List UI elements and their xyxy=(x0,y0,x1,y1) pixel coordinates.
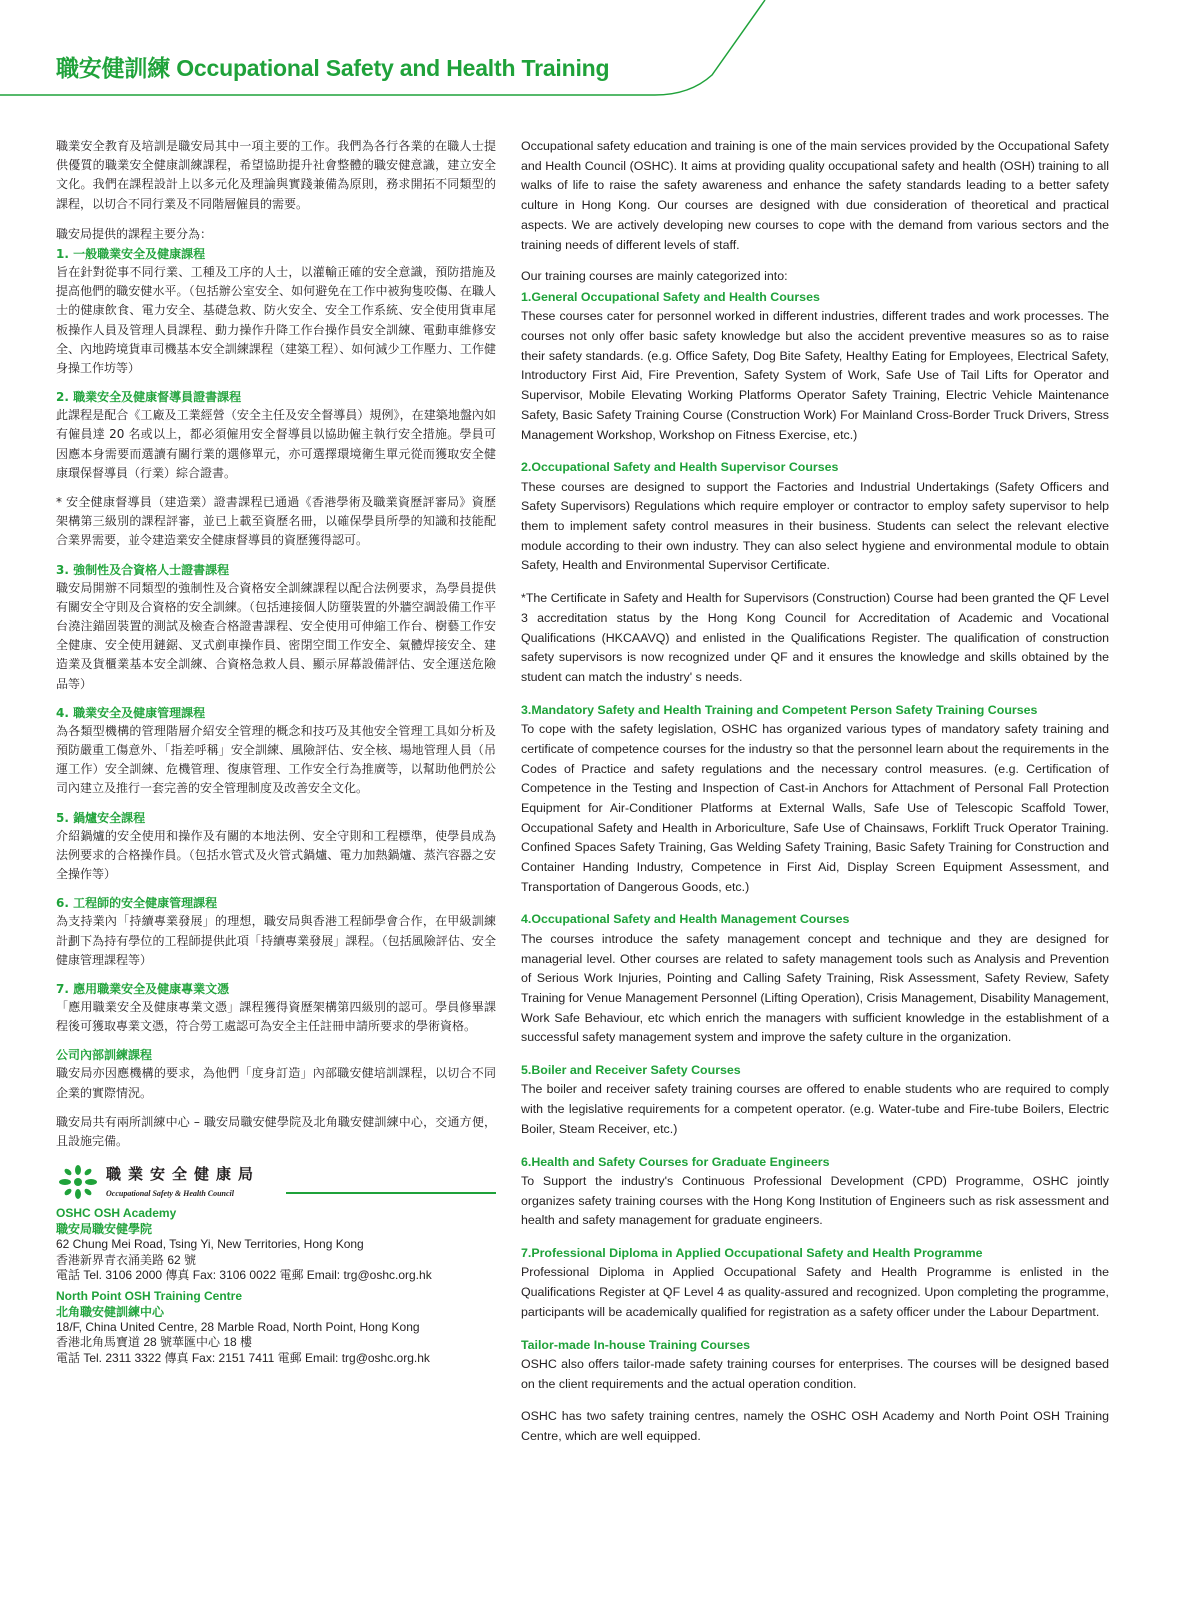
en-section-body: To cope with the safety legislation, OSHC has organized various types of mandatory safety training and certificate of competence courses for the industry so that the personnel learn about the requirements in the Codes of Practice and safety regulations and the necessary control measures. (e.g. Certification of Competence in the Testing and Inspection of Cast-in Anchors for Attachment of Personal Fall Protection Equipment for Air-Conditioner Platforms at External Walls, Safe Use of Telescopic Scaffold Tower, Occupational Safety and Health in Arboriculture, Safe Use of Chainsaws, Forklift Truck Operator Training. Confined Spaces Safety Training, Gas Welding Safety Training, Basic Safety Training for Construction and Container Handing Industry, Competence in First Aid, Display Screen Equipment Assessment, and Transportation of Dangerous Goods, etc.) xyxy=(521,722,1109,894)
zh-section-body: 介紹鍋爐的安全使用和操作及有關的本地法例、安全守則和工程標準，使學員成為法例要求的合格操作員。（包括水管式及火管式鍋爐、電力加熱鍋爐、蒸汽容器之安全操作等） xyxy=(56,828,496,882)
zh-section-note: 職安局共有兩所訓練中心 – 職安局職安健學院及北角職安健訓練中心，交通方便，且設施完備。 xyxy=(56,1114,496,1148)
zh-section-7 xyxy=(56,980,496,1036)
en-lead: Our training courses are mainly categorized into: xyxy=(521,269,788,284)
chinese-column xyxy=(56,137,496,1370)
logo-name-zh: 職業安全健康局 xyxy=(106,1165,261,1184)
zh-section-2 xyxy=(56,388,496,483)
en-section-heading: 3.Mandatory Safety and Health Training and Competent Person Safety Training Courses xyxy=(521,702,1038,717)
centre-contact: 電話 Tel. 2311 3322 傳真 Fax: 2151 7411 電郵 Email: trg@oshc.org.hk xyxy=(56,1350,430,1365)
zh-section-body: 「應用職業安全及健康專業文憑」課程獲得資歷架構第四級別的認可。學員修畢課程後可獲取專業文憑，符合勞工處認可為安全主任註冊申請所要求的學術資格。 xyxy=(56,999,496,1034)
centre-address-zh: 香港新界青衣涌美路 62 號 xyxy=(56,1252,197,1267)
centre-address-en: 18/F, China United Centre, 28 Marble Road, North Point, Hong Kong xyxy=(56,1319,420,1334)
en-section-heading: 7.Professional Diploma in Applied Occupational Safety and Health Programme xyxy=(521,1246,983,1261)
centre-name-zh: 北角職安健訓練中心 xyxy=(56,1304,165,1319)
en-section-body: To Support the industry's Continuous Professional Development (CPD) Programme, OSHC jointly organizes safety training courses with the Hong Kong Institution of Engineers such as risk assessment and health and safety management for graduate engineers. xyxy=(521,1173,1109,1228)
centre-north-point xyxy=(56,1288,496,1367)
en-section-1 xyxy=(521,288,1109,445)
en-section-heading: Tailor-made In-house Training Courses xyxy=(521,1337,751,1352)
en-section-body: These courses are designed to support the Factories and Industrial Undertakings (Safety Officers and Safety Supervisors) Regulations which require employer or contractor to employ safety supervisor to help them to implement safety control measures in their business. Students can select the relevant elective module according to their own industry. They can also select hygiene and environmental module to obtain Safety, Health and Environmental Supervisor Certificate. xyxy=(521,479,1109,573)
zh-section-1 xyxy=(56,245,496,378)
en-section-4 xyxy=(521,910,1109,1048)
zh-section-heading: 4. 職業安全及健康管理課程 xyxy=(56,705,206,720)
centre-name-zh: 職安局職安健學院 xyxy=(56,1222,153,1237)
en-section-3 xyxy=(521,701,1109,898)
en-section-heading: 2.Occupational Safety and Health Supervisor Courses xyxy=(521,460,839,475)
zh-section-heading: 2. 職業安全及健康督導員證書課程 xyxy=(56,390,242,405)
zh-section-body: 職安局亦因應機構的要求，為他們「度身訂造」內部職安健培訓課程，以切合不同企業的實際情況。 xyxy=(56,1066,496,1100)
page-title xyxy=(56,50,609,83)
en-section-5 xyxy=(521,1061,1109,1140)
zh-section-heading: 6. 工程師的安全健康管理課程 xyxy=(56,896,218,911)
zh-intro: 職業安全教育及培訓是職安局其中一項主要的工作。我們為各行各業的在職人士提供優質的職業安全健康訓練課程，希望協助提升社會整體的職安健意識，建立安全文化。我們在課程設計上以多元化及理論與實踐兼備為原則，務求開拓不同類型的課程，以切合不同行業及不同階層僱員的需要。 xyxy=(56,139,496,211)
zh-section-centres xyxy=(56,1113,496,1151)
centre-address-zh: 香港北角馬寶道 28 號華匯中心 18 樓 xyxy=(56,1335,253,1350)
zh-section-inhouse xyxy=(56,1046,496,1102)
zh-section-body: 此課程是配合《工廠及工業經營（安全主任及安全督導員）規例》，在建築地盤內如有僱員達 20 名或以上，都必須僱用安全督導員以協助僱主執行安全措施。學員可因應本身需要而選讀有關行業的選修單元，亦可選擇環境衛生單元從而獲取安全健康環保督導員（行業）綜合證書。 xyxy=(56,408,496,480)
en-section-body: Professional Diploma in Applied Occupational Safety and Health Programme is enlisted in the Qualifications Register at QF Level 4 as quality-assured and recognized. Upon completing the programme, participants will be academically qualified for registration as a safety officer under the Labour Department. xyxy=(521,1265,1109,1319)
en-section-7 xyxy=(521,1244,1109,1323)
zh-section-heading: 公司內部訓練課程 xyxy=(56,1048,153,1063)
logo-divider xyxy=(286,1192,496,1194)
zh-section-body: 為各類型機構的管理階層介紹安全管理的概念和技巧及其他安全管理工具如分析及預防嚴重工傷意外、「指差呼稱」安全訓練、風險評估、安全核、場地管理人員（吊運工作）安全訓練、危機管理、復康管理、工作安全行為推廣等，以幫助他們於公司內建立及推行一套完善的安全管理制度及改善安全文化。 xyxy=(56,723,496,796)
en-section-note: *The Certificate in Safety and Health for Supervisors (Construction) Course had been granted the QF Level 3 accreditation status by the Hong Kong Council for Accreditation of Academic and Vocational Qualifications (HKCAAVQ) and enlisted in the Qualifications Register. The qualification of construction safety supervisors is now recognized under QF and it ensures the knowledge and skills obtained by the student can match the industry' s needs. xyxy=(521,591,1109,684)
en-section-inhouse xyxy=(521,1336,1109,1395)
zh-section-heading: 5. 鍋爐安全課程 xyxy=(56,810,146,825)
english-column xyxy=(521,137,1109,1460)
en-section-body: OSHC also offers tailor-made safety training courses for enterprises. The courses will be designed based on the client requirements and the actual operation condition. xyxy=(521,1357,1109,1391)
zh-section-6 xyxy=(56,894,496,970)
centre-academy xyxy=(56,1205,496,1284)
en-section-heading: 1.General Occupational Safety and Health Courses xyxy=(521,289,820,304)
en-intro: Occupational safety education and training is one of the main services provided by the Occupational Safety and Health Council (OSHC). It aims at providing quality occupational safety and health (OSH) training to all walks of life to raise the safety awareness and enhance the safety standards leading to a better safety culture in Hong Kong. Our courses are designed with due consideration of theoretical and practical aspects. We are actively developing new courses to cope with the demand from various sectors and the training needs of different levels of staff. xyxy=(521,139,1109,252)
logo-name-en: Occupational Safety & Health Council xyxy=(106,1189,235,1199)
zh-section-4 xyxy=(56,704,496,799)
oshc-logo-mark-icon xyxy=(56,1165,100,1199)
zh-section-body: 為支持業內「持續專業發展」的理想，職安局與香港工程師學會合作，在甲級訓練計劃下為持有學位的工程師提供此項「持續專業發展」課程。（包括風險評估、安全健康管理課程等） xyxy=(56,914,496,967)
en-section-body: The courses introduce the safety management concept and technique and they are designed for managerial level. Other courses are related to safety management tools such as Analysis and Prevention of Serious Work Injuries, Pointing and Calling Safety Training, Risk Assessment, Safety Review, Safety Training for Venue Management Personnel (Lifting Operation), Crisis Management, Disability Management, Work Safe Behaviour, etc which enrich the managers with sufficient knowledge in the establishment of a successful safety management system and improve the safety culture in the organization. xyxy=(521,931,1109,1045)
en-section-body: These courses cater for personnel worked in different industries, different trades and work processes. The courses not only offer basic safety knowledge but also the accident preventive measures so as to raise their safety standards. (e.g. Office Safety, Dog Bite Safety, Healthy Eating for Employees, Electrical Safety, Introductory First Aid, Fire Prevention, Safety System of Work, Safe Use of Tail Lifts for Operator and Supervisor, Mobile Elevating Working Platforms Operator Safety Training, Electric Vehicle Maintenance Safety, Basic Safety Training Course (Construction Work) For Mainland Cross-Border Truck Drivers, Stress Management Workshop, Workshop on Fitness Exercise, etc.) xyxy=(521,309,1109,442)
en-section-2-note xyxy=(521,589,1109,688)
en-section-centres xyxy=(521,1407,1109,1446)
zh-section-2-note xyxy=(56,493,496,551)
en-section-body: The boiler and receiver safety training courses are offered to enable students who are required to comply with the legislative requirements for a competent operator. (e.g. Water-tube and Fire-tube Boilers, Electric Boiler, Steam Receiver, etc.) xyxy=(521,1082,1109,1136)
centre-address-en: 62 Chung Mei Road, Tsing Yi, New Territories, Hong Kong xyxy=(56,1237,364,1252)
en-section-2 xyxy=(521,458,1109,576)
zh-section-heading: 7. 應用職業安全及健康專業文憑 xyxy=(56,981,230,996)
en-section-6 xyxy=(521,1153,1109,1232)
zh-section-heading: 3. 強制性及合資格人士證書課程 xyxy=(56,562,230,577)
centre-name-en: OSHC OSH Academy xyxy=(56,1206,177,1221)
centre-contact: 電話 Tel. 3106 2000 傳真 Fax: 3106 0022 電郵 Email: trg@oshc.org.hk xyxy=(56,1268,432,1283)
zh-section-note: * 安全健康督導員（建造業）證書課程已通過《香港學術及職業資歷評審局》資歷架構第三級別的課程評審，並已上載至資歷名冊，以確保學員所學的知識和技能配合業界需要，並令建造業安全健康督導員的資歷獲得認可。 xyxy=(56,495,496,548)
en-section-heading: 5.Boiler and Receiver Safety Courses xyxy=(521,1063,741,1078)
page-title-en: Occupational Safety and Health Training xyxy=(176,55,610,81)
en-section-heading: 6.Health and Safety Courses for Graduate Engineers xyxy=(521,1154,830,1169)
en-section-note: OSHC has two safety training centres, namely the OSHC OSH Academy and North Point OSH Training Centre, which are well equipped. xyxy=(521,1409,1109,1444)
zh-section-5 xyxy=(56,809,496,885)
zh-section-body: 職安局開辦不同類型的強制性及合資格安全訓練課程以配合法例要求，為學員提供有關安全守則及合資格的安全訓練。（包括連接個人防墮裝置的外牆空調設備工作平台澆注錨固裝置的測試及檢查合格證書課程、安全使用可伸縮工作台、樹藝工作安全健康、安全使用鏈鋸、叉式剷車操作員、密閉空間工作安全、氣體焊接安全、建造業及貨櫃業基本安全訓練、合資格急救人員、顯示屏幕設備評估、安全運送危險品等） xyxy=(56,580,496,691)
zh-section-body: 旨在針對從事不同行業、工種及工序的人士，以灌輸正確的安全意識，預防措施及提高他們的職安健水平。（包括辦公室安全、如何避免在工作中被狗隻咬傷、在職人士的健康飲食、電力安全、基礎急救、防火安全、安全工作系統、安全使用貨車尾板操作人員及管理人員課程、動力操作升降工作台操作員安全訓練、電動車維修安全、內地跨境貨車司機基本安全訓練課程（建築工程）、如何減少工作壓力、工作健身操工作坊等） xyxy=(56,265,496,376)
zh-section-heading: 1. 一般職業安全及健康課程 xyxy=(56,247,206,262)
oshc-logo xyxy=(56,1165,496,1205)
zh-section-3 xyxy=(56,561,496,694)
centre-name-en: North Point OSH Training Centre xyxy=(56,1288,243,1303)
page-title-zh: 職安健訓練 xyxy=(56,55,171,81)
zh-lead: 職安局提供的課程主要分為： xyxy=(56,226,213,241)
en-section-heading: 4.Occupational Safety and Health Management Courses xyxy=(521,912,850,927)
